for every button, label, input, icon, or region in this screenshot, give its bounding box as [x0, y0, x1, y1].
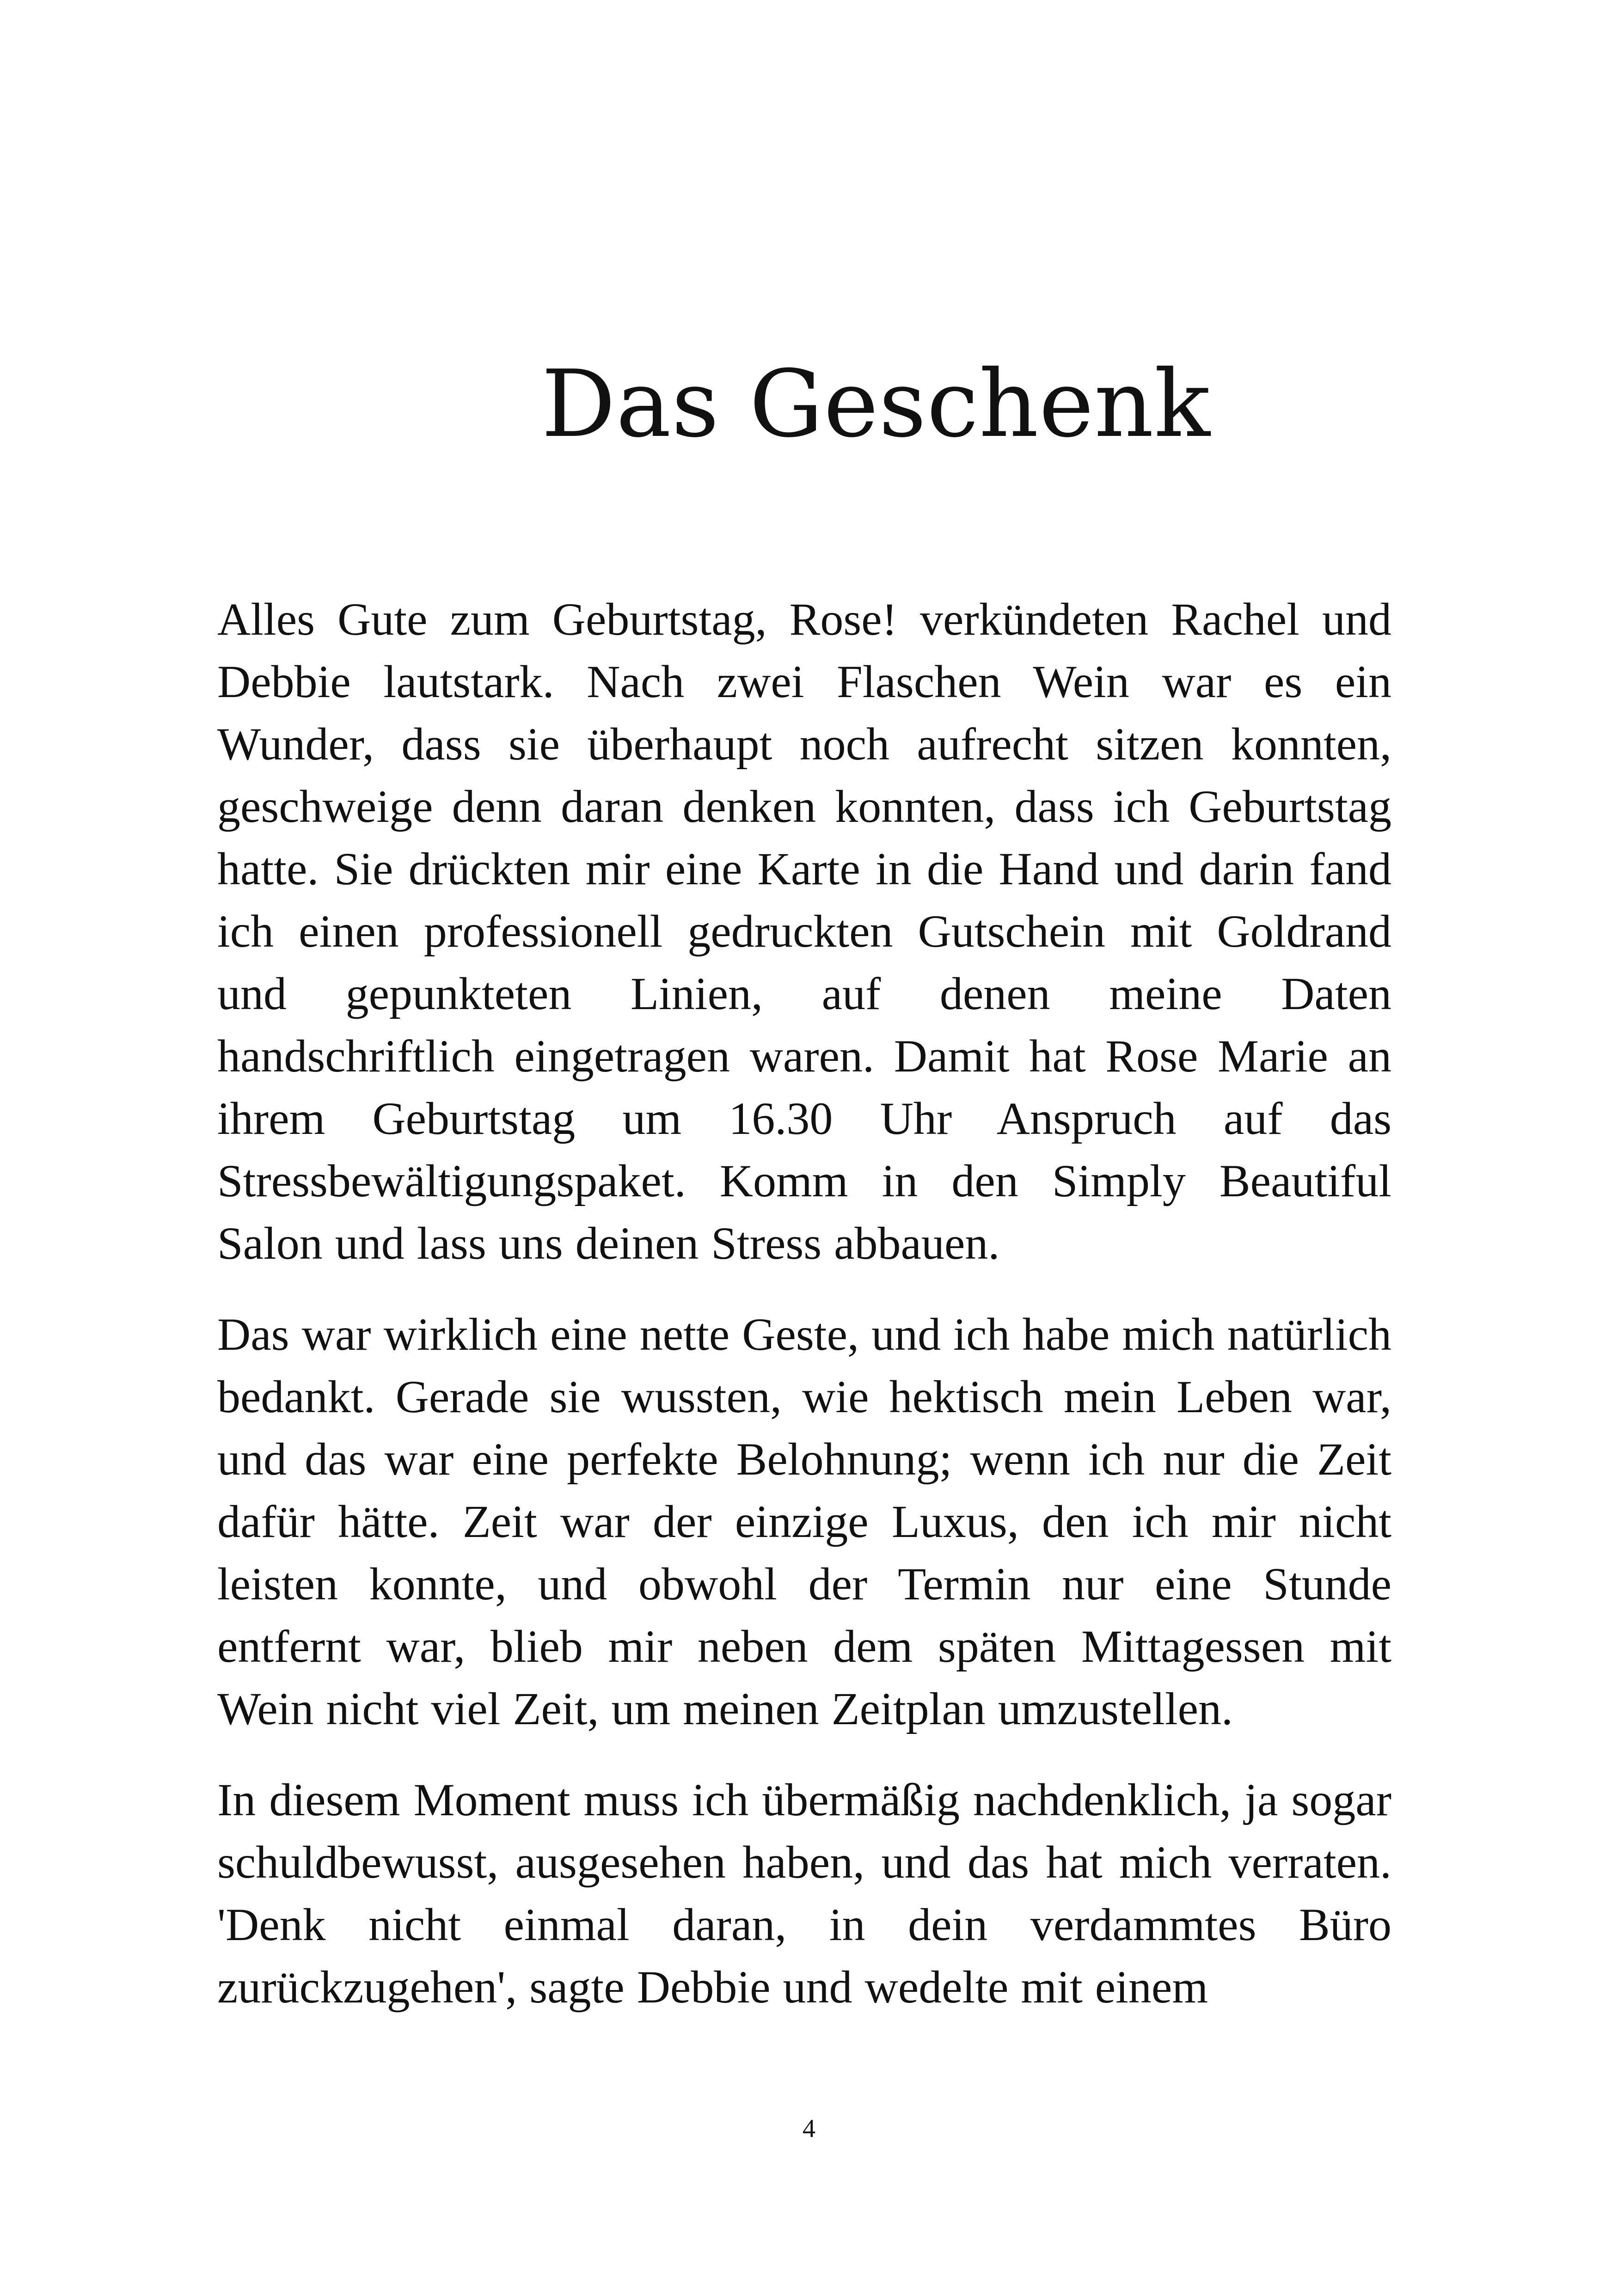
paragraph-1: Alles Gute zum Geburtstag, Rose! verkündeten Rachel und Debbie lautstark. Nach zwei Flaschen Wein war es ein Wunder, dass sie überhaupt noch aufrecht sitzen konnten, geschweige denn daran denken konnten, dass ich Geburtstag hatte. Sie drückten mir eine Karte in die Hand und darin fand ich einen professionell gedruckten Gutschein mit Goldrand und gepunkteten Linien, auf denen meine Daten handschriftlich eingetragen waren. Damit hat Rose Marie an ihrem Geburtstag um 16.30 Uhr Anspruch auf das Stressbewältigungspaket. Komm in den Simply Beautiful Salon und lass uns deinen Stress abbauen. [217, 594, 1391, 1269]
page-number: 4 [803, 2114, 815, 2143]
paragraph-3: In diesem Moment muss ich übermäßig nachdenklich, ja sogar schuldbewusst, ausgesehen haben, und das hat mich verraten. 'Denk nicht einmal daran, in dein verdammtes Büro zurückzugehen', sagte Debbie und wedelte mit einem [217, 1774, 1391, 2013]
chapter-body [217, 588, 1391, 2047]
paragraph-2: Das war wirklich eine nette Geste, und ich habe mich natürlich bedankt. Gerade sie wussten, wie hektisch mein Leben war, und das war eine perfekte Belohnung; wenn ich nur die Zeit dafür hätte. Zeit war der einzige Luxus, den ich mir nicht leisten konnte, und obwohl der Termin nur eine Stunde entfernt war, blieb mir neben dem späten Mittagessen mit Wein nicht viel Zeit, um meinen Zeitplan umzustellen. [217, 1309, 1391, 1734]
chapter-title: Das Geschenk [541, 350, 1211, 458]
